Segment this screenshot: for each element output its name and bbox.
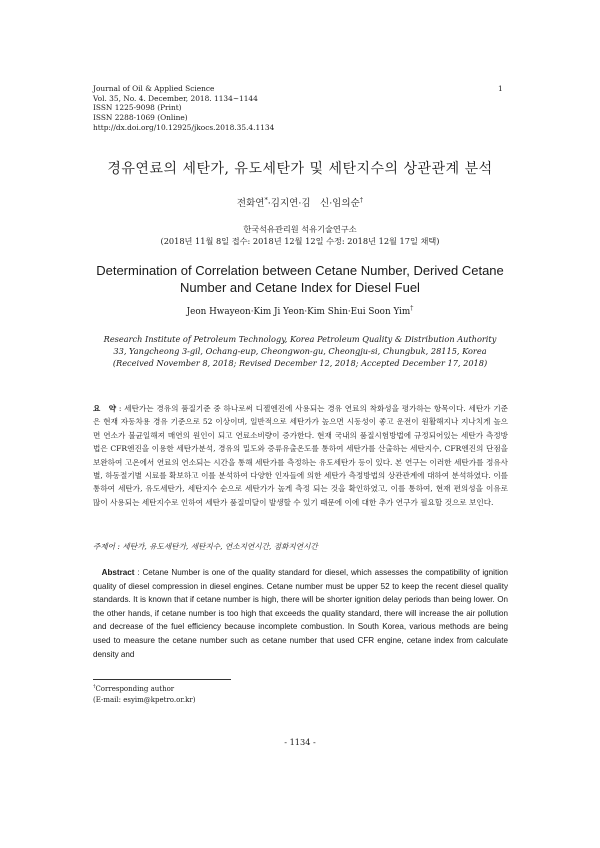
- korean-abstract-label: 요 약: [93, 404, 117, 413]
- volume-info: Vol. 35, No. 4. December, 2018. 1134~1144: [93, 93, 258, 103]
- english-title: [0, 262, 600, 296]
- footnote-email: (E-mail: esyim@kpetro.or.kr): [93, 696, 196, 704]
- page-footer-number: - 1134 -: [284, 737, 316, 747]
- page-number: 1: [498, 84, 503, 93]
- korean-title: 경유연료의 세탄가, 유도세탄가 및 세탄지수의 상관관계 분석: [107, 161, 493, 177]
- journal-name: Journal of Oil & Applied Science: [93, 84, 215, 93]
- korean-dates: (2018년 11월 8일 접수: 2018년 12월 12일 수정: 2018년 12월 17일 채택): [160, 236, 440, 246]
- korean-abstract: 요 약 : 세탄가는 경유의 품질기준 중 하나로써 디젤엔진에 사용되는 경유 연료의 착화성을 평가하는 항목이다. 세탄가 기준은 현재 자동차용 경유 기준으로 52 이상이며, 일반적으로 세탄가가 높으면 시동성이 좋고 운전이 원활해지나 지나치게 높으면 연소가 불균일해져 매연의 원인이 되고 연료소비량이 증가한다. 현재 국내의 품질시험방법에 규정되어있는 세탄가 측정방법은 CFR엔진을 이용한 세탄가분석, 경유의 밀도와 증류유출온도를 통하여 세탄가를 산출하는 세탄지수, CFR엔진의 단점을 보완하여 고온에서 연료의 연소되는 시간을 통해 세탄가를 측정하는 유도세탄가 등이 있다. 본 연구는 이러한 세탄가를 정유사별, 하동절기별 시료를 확보하고 이를 분석하여 다양한 인자들에 의한 세탄가 측정방법의 상관관계에 대하여 분석하였다. 이를 통하여 세탄가, 유도세탄가, 세탄지수 순으로 세탄가가 높게 측정 되는 것을 확인하였고, 이를 통하여, 현재 편의성을 이유로 많이 사용되는 세탄지수로 인하여 세탄가 품질미달이 발생할 수 있기 때문에 이에 대한 추가 연구가 필요할 것으로 보인다.: [93, 404, 508, 507]
- english-title-line2: Number and Cetane Index for Diesel Fuel: [180, 280, 420, 295]
- author-mark: *: [264, 195, 268, 204]
- english-affiliation-line2: 33, Yangcheong 3-gil, Ochang-eup, Cheongwon-gu, Cheongju-si, Chungbuk, 28115, Korea: [113, 346, 487, 356]
- corresponding-mark: †: [359, 195, 364, 204]
- issn-online: ISSN 2288-1069 (Online): [93, 113, 188, 123]
- korean-affiliation: 한국석유관리원 석유기술연구소: [243, 224, 357, 234]
- footnote-mark: †: [93, 683, 96, 690]
- author-first: 전화연: [236, 198, 265, 209]
- english-title-line1: Determination of Correlation between Cetane Number, Derived Cetane: [96, 263, 504, 278]
- english-abstract: Abstract : Cetane Number is one of the quality standard for diesel, which assesses the compatibility of ignition quality of diesel compression in diesel engines. Cetane number must be upper 52 to keep the recent diesel quality standards. It is known that if cetane number is high, there will be shorter ignition delay periods than being lower. On the other hands, if cetane number is too high that exceeds the quality standard, there will increase the air pollution and decrease of the fuel efficiency because incomplete combustion. In South Korea, various methods are being used to measure the cetane number such as cetane number that used CFR engine, cetane index from calculate density and: [93, 568, 508, 659]
- english-corresponding-mark: †: [410, 305, 414, 313]
- english-authors: [0, 307, 600, 317]
- english-abstract-text: Cetane Number is one of the quality standard for diesel, which assesses the compatibility of ignition quality of diesel compression in diesel engines. Cetane number must be upper 52 to keep the recent diesel quality standards. It is known that if cetane number is high, there will be shorter ignition delay periods than being lower. On the other hands, if cetane number is too high that exceeds the quality standard, there will increase the air pollution and decrease of the fuel efficiency because incomplete combustion. In South Korea, various methods are being used to measure the cetane number such as cetane number that used CFR engine, cetane index from calculate density and: [93, 568, 508, 659]
- korean-affiliation-block: [0, 223, 600, 247]
- english-received-dates: (Received November 8, 2018; Revised December 12, 2018; Accepted December 17, 2018): [112, 358, 488, 368]
- korean-keywords: 주제어 : 세탄가, 유도세탄가, 세탄지수, 연소지연시간, 점화지연시간: [93, 542, 318, 551]
- korean-authors: [0, 195, 600, 209]
- footnote: [93, 684, 195, 706]
- doi-link[interactable]: http://dx.doi.org/10.12925/jkocs.2018.35.4.1134: [93, 122, 275, 132]
- journal-header: [93, 84, 274, 133]
- english-affiliation-block: [0, 333, 600, 369]
- issn-print: ISSN 1225-9098 (Print): [93, 103, 182, 113]
- author-others: ·김지연·김 신·임의순: [267, 198, 360, 209]
- english-abstract-label: Abstract: [101, 568, 135, 577]
- english-affiliation-line1: Research Institute of Petroleum Technology, Korea Petroleum Quality & Distribution Authority: [103, 334, 497, 344]
- footnote-divider: [93, 679, 231, 680]
- korean-abstract-text: 세탄가는 경유의 품질기준 중 하나로써 디젤엔진에 사용되는 경유 연료의 착화성을 평가하는 항목이다. 세탄가 기준은 현재 자동차용 경유 기준으로 52 이상이며, 일반적으로 세탄가가 높으면 시동성이 좋고 운전이 원활해지나 지나치게 높으면 연소가 불균일해져 매연의 원인이 되고 연료소비량이 증가한다. 현재 국내의 품질시험방법에 규정되어있는 세탄가 측정방법은 CFR엔진을 이용한 세탄가분석, 경유의 밀도와 증류유출온도를 통하여 세탄가를 산출하는 세탄지수, CFR엔진의 단점을 보완하여 고온에서 연료의 연소되는 시간을 통해 세탄가를 측정하는 유도세탄가 등이 있다. 본 연구는 이러한 세탄가를 정유사별, 하동절기별 시료를 확보하고 이를 분석하여 다양한 인자들에 의한 세탄가 측정방법의 상관관계에 대하여 분석하였다. 이를 통하여 세탄가, 유도세탄가, 세탄지수 순으로 세탄가가 높게 측정 되는 것을 확인하였고, 이를 통하여, 현재 편의성을 이유로 많이 사용되는 세탄지수로 인하여 세탄가 품질미달이 발생할 수 있기 때문에 이에 대한 추가 연구가 필요할 것으로 보인다.: [93, 404, 508, 507]
- english-author-names: Jeon Hwayeon·Kim Ji Yeon·Kim Shin·Eui Soon Yim: [186, 307, 411, 317]
- footnote-corresponding: Corresponding author: [95, 685, 175, 693]
